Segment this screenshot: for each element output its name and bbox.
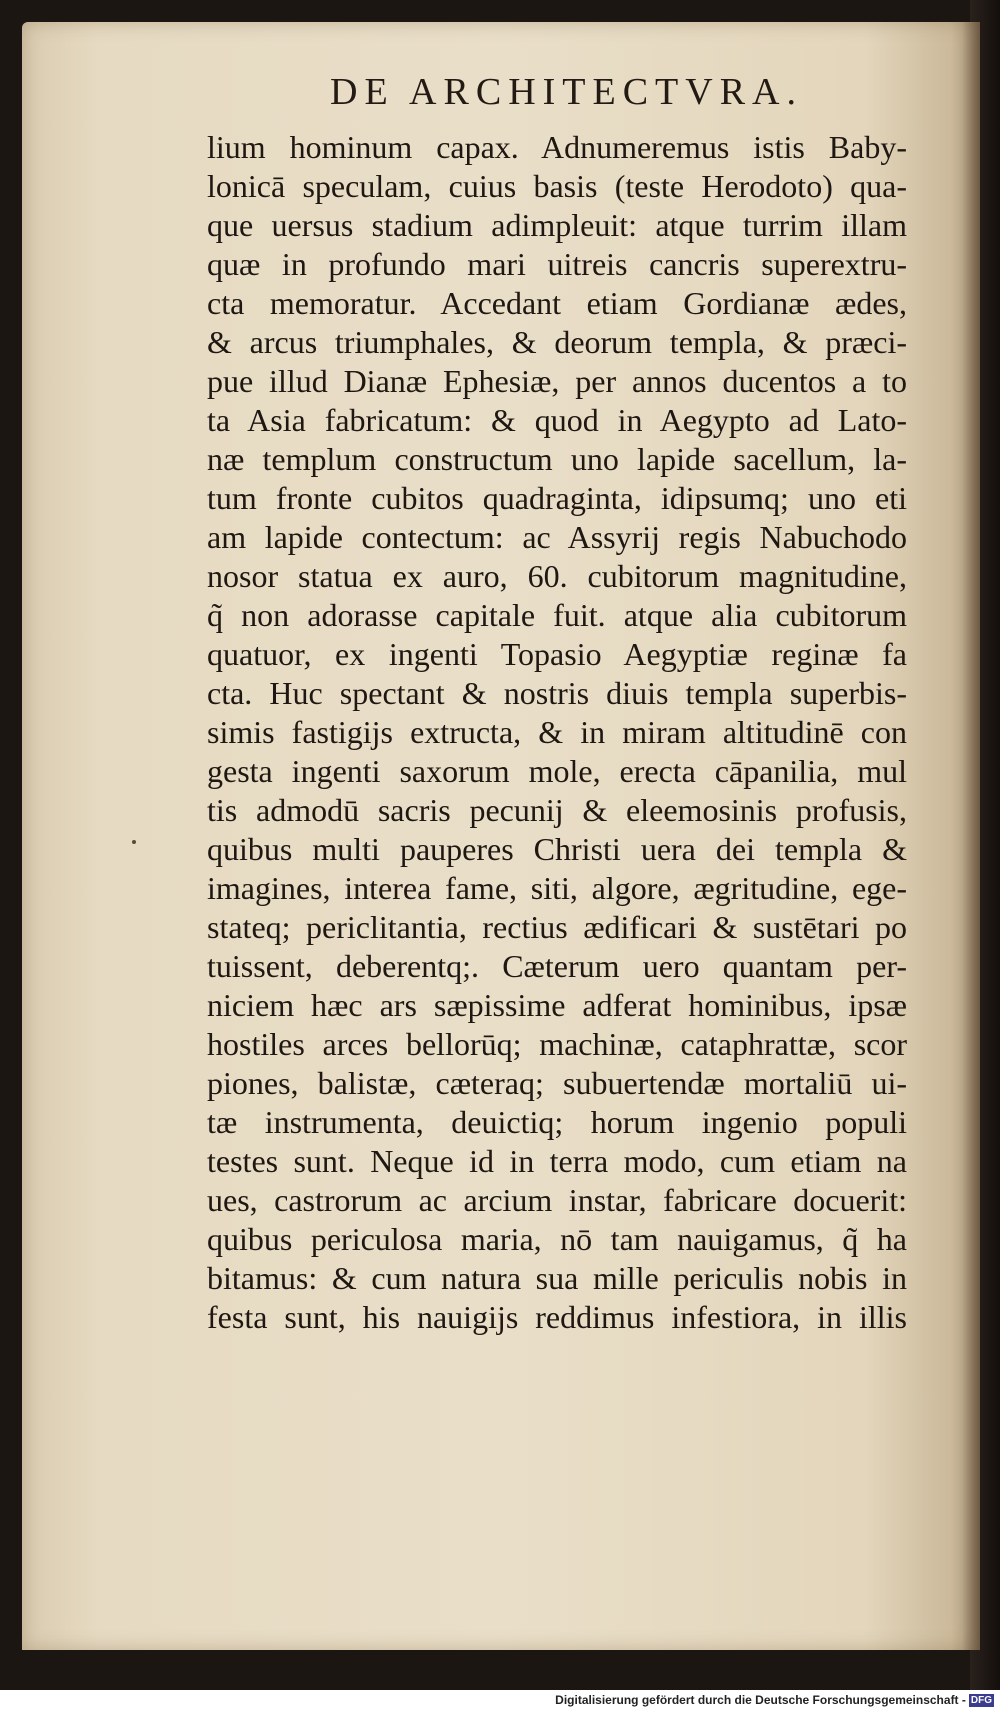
text-line: tum fronte cubitos quadraginta, idipsumq; uno eti — [207, 480, 907, 516]
text-line: ues, castrorum ac arcium instar, fabricare docuerit: — [207, 1182, 907, 1218]
text-line: tæ instrumenta, deuictiq; horum ingenio populi — [207, 1104, 907, 1140]
text-line: lium hominum capax. Adnumeremus istis Baby- — [207, 129, 907, 165]
text-line: niciem hæc ars sæpissime adferat hominibus, ipsæ — [207, 987, 907, 1023]
page-gutter-shadow — [962, 22, 980, 1650]
text-line: quatuor, ex ingenti Topasio Aegyptiæ reginæ fa — [207, 636, 907, 672]
text-line: bitamus: & cum natura sua mille periculis nobis in — [207, 1260, 907, 1296]
dfg-logo: DFG — [970, 1695, 992, 1707]
text-line: quibus multi pauperes Christi uera dei templa & — [207, 831, 907, 867]
text-line: ta Asia fabricatum: & quod in Aegypto ad Lato- — [207, 402, 907, 438]
text-line: lonicā speculam, cuius basis (teste Herodoto) qua- — [207, 168, 907, 204]
text-line: pue illud Dianæ Ephesiæ, per annos ducentos a to — [207, 363, 907, 399]
text-line: nosor statua ex auro, 60. cubitorum magnitudine, — [207, 558, 907, 594]
text-line: piones, balistæ, cæteraq; subuertendæ mortaliū ui- — [207, 1065, 907, 1101]
text-line: quibus periculosa maria, nō tam nauigamus, q̃ ha — [207, 1221, 907, 1257]
text-line: am lapide contectum: ac Assyrij regis Nabuchodo — [207, 519, 907, 555]
ink-speck — [132, 840, 136, 844]
text-line: hostiles arces bellorūq; machinæ, cataphrattæ, scor — [207, 1026, 907, 1062]
text-line: quæ in profundo mari uitreis cancris superextru- — [207, 246, 907, 282]
text-line: stateq; periclitantia, rectius ædificari & sustētari po — [207, 909, 907, 945]
text-line: festa sunt, his nauigijs reddimus infestiora, in illis — [207, 1299, 907, 1335]
text-line: q̃ non adorasse capitale fuit. atque alia cubitorum — [207, 597, 907, 633]
text-line: cta. Huc spectant & nostris diuis templa superbis- — [207, 675, 907, 711]
text-line: cta memoratur. Accedant etiam Gordianæ ædes, — [207, 285, 907, 321]
text-line: tuissent, deberentq;. Cæterum uero quantam per- — [207, 948, 907, 984]
text-line: næ templum constructum uno lapide sacellum, la- — [207, 441, 907, 477]
body-text — [207, 128, 907, 1337]
text-line: testes sunt. Neque id in terra modo, cum etiam na — [207, 1143, 907, 1179]
text-line: gesta ingenti saxorum mole, erecta cāpanilia, mul — [207, 753, 907, 789]
text-line: tis admodū sacris pecunij & eleemosinis profusis, — [207, 792, 907, 828]
text-line: imagines, interea fame, siti, algore, ægritudine, ege- — [207, 870, 907, 906]
credit-text: Digitalisierung gefördert durch die Deutsche Forschungsgemeinschaft - — [555, 1693, 966, 1707]
text-line: que uersus stadium adimpleuit: atque turrim illam — [207, 207, 907, 243]
text-line: simis fastigijs extructa, & in miram altitudinē con — [207, 714, 907, 750]
running-head: DE ARCHITECTVRA. — [330, 71, 803, 113]
digitization-credit — [0, 1693, 994, 1707]
text-line: & arcus triumphales, & deorum templa, & præci- — [207, 324, 907, 360]
